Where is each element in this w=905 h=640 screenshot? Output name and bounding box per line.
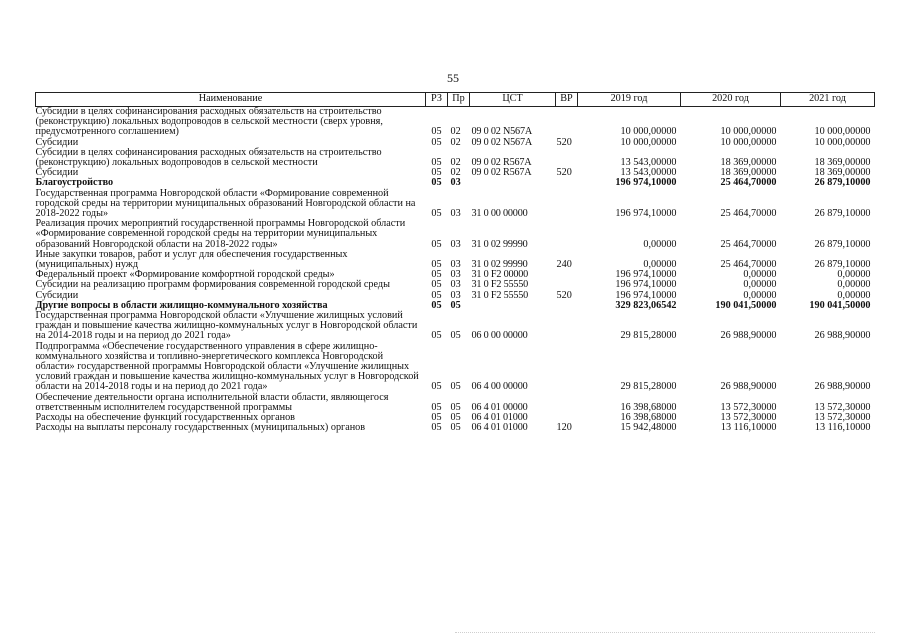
cell-cst: 09 0 02 N567A (471, 126, 533, 138)
table-header-row (36, 93, 875, 107)
cell-2021: 10 000,00000 (814, 136, 871, 148)
header-vr: ВР (556, 93, 578, 107)
cell-name: Субсидии на реализацию программ формирования современной городской среды (35, 279, 390, 291)
cell-cst: 31 0 F2 55550 (471, 279, 529, 291)
header-pr: Пр (448, 93, 470, 107)
cell-rz: 05 (431, 208, 442, 220)
cell-cst: 09 0 02 N567A (471, 136, 533, 148)
cell-cst: 06 4 01 00000 (471, 401, 528, 413)
cell-pr: 02 (450, 126, 461, 138)
cell-2021: 13 572,30000 (814, 412, 871, 424)
cell-vr (556, 107, 578, 138)
cell-2021: 18 369,00000 (814, 157, 871, 169)
table-row (36, 342, 875, 393)
cell-vr: 520 (556, 289, 572, 301)
cell-vr: 120 (556, 422, 572, 434)
cell-name: Подпрограмма «Обеспечение государственного управления в сфере жилищно-коммунального хозяйства и топливно-энергетического комплекса Новгородской области» государственной программы Новгородской области «Улучшение жилищных условий граждан и повышение качества жилищно-коммунальных услуг в Новгородской области на 2014-2018 годы и на период до 2021 года» (35, 340, 419, 393)
cell-2019: 29 815,28000 (620, 330, 677, 342)
cell-2019: 196 974,10000 (615, 289, 677, 301)
cell-2019: 196 974,10000 (615, 279, 677, 291)
cell-2020: 10 000,00000 (720, 136, 777, 148)
cell-2021: 26 988,90000 (814, 330, 871, 342)
header-cst: ЦСТ (470, 93, 556, 107)
cell-2019: 196 974,10000 (615, 269, 677, 281)
cell-cst (470, 178, 556, 188)
cell-vr: 520 (556, 136, 572, 148)
cell-cst: 31 0 02 99990 (471, 259, 528, 271)
table-row (36, 393, 875, 413)
cell-name: Федеральный проект «Формирование комфортной городской среды» (35, 269, 335, 281)
cell-pr: 02 (450, 157, 461, 169)
cell-2021: 26 879,10000 (814, 259, 871, 271)
table-body (36, 107, 875, 434)
cell-2020: 18 369,00000 (720, 167, 777, 179)
cell-vr (556, 189, 578, 220)
cell-2019: 0,00000 (643, 259, 677, 271)
cell-2019: 16 398,68000 (620, 412, 677, 424)
cell-cst: 06 4 01 01000 (471, 412, 528, 424)
cell-rz: 05 (431, 401, 442, 413)
cell-2020: 10 000,00000 (720, 126, 777, 138)
cell-pr: 03 (450, 177, 461, 189)
table-row (36, 250, 875, 270)
table-row (36, 219, 875, 250)
cell-2021: 0,00000 (837, 289, 871, 301)
cell-2019: 10 000,00000 (620, 126, 677, 138)
cell-rz: 05 (431, 259, 442, 271)
header-2021: 2021 год (781, 93, 875, 107)
cell-2020: 13 572,30000 (720, 412, 777, 424)
cell-2020: 13 572,30000 (720, 401, 777, 413)
cell-cst: 09 0 02 R567A (471, 167, 532, 179)
cell-rz: 05 (431, 269, 442, 281)
cell-2021: 18 369,00000 (814, 167, 871, 179)
cell-2020: 0,00000 (743, 289, 777, 301)
cell-name: Обеспечение деятельности органа исполнительной власти области, являющегося ответственным исполнителем государственной программы (35, 391, 389, 413)
cell-pr: 05 (450, 401, 461, 413)
cell-rz: 05 (431, 299, 442, 311)
cell-pr: 05 (450, 422, 461, 434)
cell-name: Иные закупки товаров, работ и услуг для обеспечения государственных (муниципальных) нужд (35, 248, 348, 271)
cell-2021: 13 572,30000 (814, 401, 871, 413)
cell-2020: 18 369,00000 (720, 157, 777, 169)
cell-2021: 10 000,00000 (814, 126, 871, 138)
cell-vr (556, 219, 578, 250)
cell-rz: 05 (431, 177, 442, 189)
cell-2021: 26 879,10000 (814, 238, 871, 250)
cell-pr: 02 (450, 136, 461, 148)
table-row (36, 148, 875, 168)
cell-rz: 05 (431, 279, 442, 291)
cell-2021: 26 988,90000 (814, 381, 871, 393)
cell-cst: 31 0 F2 55550 (471, 289, 529, 301)
cell-rz: 05 (431, 157, 442, 169)
cell-name: Субсидии (35, 136, 79, 148)
cell-2021: 13 116,10000 (814, 422, 871, 434)
cell-name: Субсидии в целях софинансирования расходных обязательств на строительство (реконструкцию) локальных водопроводов в сельской местности (35, 146, 382, 169)
cell-2021: 0,00000 (837, 269, 871, 281)
cell-vr (556, 393, 578, 413)
cell-name: Благоустройство (35, 177, 114, 189)
cell-name: Расходы на выплаты персоналу государственных (муниципальных) органов (35, 422, 366, 434)
cell-name: Другие вопросы в области жилищно-коммунального хозяйства (35, 299, 328, 311)
cell-rz: 05 (431, 412, 442, 424)
table-row (36, 311, 875, 342)
cell-cst: 06 0 00 00000 (471, 330, 528, 342)
cell-name: Реализация прочих мероприятий государственной программы Новгородской области «Формирование современной городской среды на территории муниципальных образований Новгородской области на 2018-2022 годы» (35, 218, 406, 250)
cell-2019: 13 543,00000 (620, 167, 677, 179)
cell-rz: 05 (431, 136, 442, 148)
cell-name: Расходы на обеспечение функций государственных органов (35, 412, 295, 424)
page-number: 55 (447, 71, 459, 85)
cell-2019: 15 942,48000 (620, 422, 677, 434)
cell-rz: 05 (431, 167, 442, 179)
cell-rz: 05 (431, 238, 442, 250)
cell-cst: 09 0 02 R567A (471, 157, 532, 169)
table-row (36, 423, 875, 433)
cell-name: Субсидии (35, 167, 79, 179)
cell-cst: 31 0 00 00000 (471, 208, 528, 220)
cell-pr: 02 (450, 167, 461, 179)
cell-rz: 05 (431, 381, 442, 393)
cell-rz: 05 (431, 126, 442, 138)
cell-2020: 0,00000 (743, 269, 777, 281)
cell-vr: 240 (556, 259, 572, 271)
cell-rz: 05 (431, 289, 442, 301)
cell-pr: 03 (450, 269, 461, 281)
cell-cst: 31 0 02 99990 (471, 238, 528, 250)
scan-artifact (455, 632, 875, 634)
header-name: Наименование (36, 93, 426, 107)
cell-rz: 05 (431, 422, 442, 434)
cell-cst (470, 301, 556, 311)
cell-pr: 03 (450, 279, 461, 291)
cell-2020: 25 464,70000 (720, 208, 777, 220)
cell-pr: 03 (450, 238, 461, 250)
table-row (36, 189, 875, 220)
cell-vr (556, 301, 578, 311)
cell-2020: 0,00000 (743, 279, 777, 291)
cell-2019: 0,00000 (643, 238, 677, 250)
cell-2020: 26 988,90000 (720, 381, 777, 393)
cell-2020: 13 116,10000 (720, 422, 777, 434)
cell-cst: 06 4 00 00000 (471, 381, 528, 393)
cell-pr: 03 (450, 289, 461, 301)
cell-2019: 329 823,06542 (615, 299, 677, 311)
cell-pr: 05 (450, 381, 461, 393)
cell-pr: 05 (450, 412, 461, 424)
cell-name: Субсидии в целях софинансирования расходных обязательств на строительство (реконструкцию) локальных водопроводов в сельской местности (сверх уровня, предусмотренного соглашением) (35, 106, 383, 138)
cell-2021: 26 879,10000 (814, 177, 871, 189)
cell-vr (556, 178, 578, 188)
cell-2021: 0,00000 (837, 279, 871, 291)
cell-2020: 25 464,70000 (720, 177, 777, 189)
header-2019: 2019 год (578, 93, 681, 107)
cell-2019: 10 000,00000 (620, 136, 677, 148)
cell-2019: 196 974,10000 (615, 177, 677, 189)
cell-vr (556, 148, 578, 168)
cell-cst: 06 4 01 01000 (471, 422, 528, 434)
cell-2019: 29 815,28000 (620, 381, 677, 393)
cell-2020: 26 988,90000 (720, 330, 777, 342)
cell-2020: 25 464,70000 (720, 259, 777, 271)
cell-2019: 196 974,10000 (615, 208, 677, 220)
cell-2021: 190 041,50000 (809, 299, 871, 311)
cell-pr: 05 (450, 330, 461, 342)
cell-name: Государственная программа Новгородской области «Улучшение жилищных условий граждан и повышение качества жилищно-коммунальных услуг в Новгородской области на 2014-2018 годы и на период до 2021 года» (35, 310, 418, 342)
cell-vr (556, 270, 578, 280)
budget-table (35, 92, 875, 434)
cell-2019: 13 543,00000 (620, 157, 677, 169)
cell-vr (556, 342, 578, 393)
cell-2019: 16 398,68000 (620, 401, 677, 413)
cell-2020: 25 464,70000 (720, 238, 777, 250)
cell-rz: 05 (431, 330, 442, 342)
cell-pr: 03 (450, 259, 461, 271)
table-row (36, 107, 875, 138)
header-rz: РЗ (426, 93, 448, 107)
cell-vr: 520 (556, 167, 572, 179)
cell-pr: 03 (450, 208, 461, 220)
cell-cst: 31 0 F2 00000 (471, 269, 529, 281)
header-2020: 2020 год (681, 93, 781, 107)
cell-name: Государственная программа Новгородской области «Формирование современной городской среды на территории муниципальных образований Новгородской области на 2018-2022 годы» (35, 187, 416, 220)
cell-2020: 190 041,50000 (715, 299, 777, 311)
cell-2021: 26 879,10000 (814, 208, 871, 220)
cell-name: Субсидии (35, 289, 79, 301)
cell-vr (556, 311, 578, 342)
cell-pr: 05 (450, 299, 461, 311)
